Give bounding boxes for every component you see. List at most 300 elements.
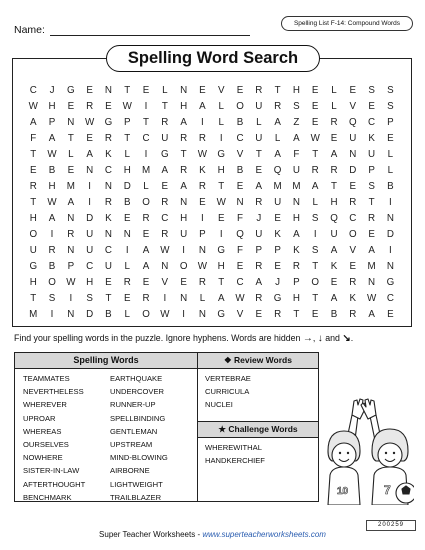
grid-cell[interactable]: H bbox=[48, 181, 56, 192]
grid-cell[interactable]: P bbox=[255, 245, 263, 256]
grid-cell[interactable]: W bbox=[366, 293, 377, 304]
grid-cell[interactable]: R bbox=[368, 213, 376, 224]
grid-cell[interactable]: B bbox=[48, 165, 56, 176]
grid-cell[interactable]: T bbox=[161, 101, 169, 112]
grid-cell[interactable]: I bbox=[144, 149, 148, 160]
grid-cell[interactable]: G bbox=[217, 245, 226, 256]
grid-cell[interactable]: A bbox=[255, 277, 263, 288]
grid-cell[interactable]: A bbox=[330, 149, 338, 160]
grid-cell[interactable]: E bbox=[29, 165, 37, 176]
grid-cell[interactable]: P bbox=[123, 117, 131, 128]
grid-cell[interactable]: E bbox=[274, 261, 282, 272]
grid-cell[interactable]: E bbox=[161, 181, 169, 192]
grid-cell[interactable]: W bbox=[85, 117, 95, 128]
grid-cell[interactable]: E bbox=[199, 85, 206, 96]
grid-cell[interactable]: E bbox=[311, 85, 319, 96]
grid-cell[interactable]: R bbox=[161, 197, 169, 208]
grid-cell[interactable]: I bbox=[88, 181, 92, 192]
grid-cell[interactable]: A bbox=[86, 149, 94, 160]
grid-cell[interactable]: T bbox=[30, 293, 37, 304]
grid-cell[interactable]: R bbox=[349, 277, 357, 288]
grid-cell[interactable]: E bbox=[67, 165, 75, 176]
grid-cell[interactable]: P bbox=[293, 277, 300, 288]
grid-cell[interactable]: Q bbox=[348, 117, 357, 128]
grid-cell[interactable]: U bbox=[368, 149, 376, 160]
grid-cell[interactable]: C bbox=[236, 277, 244, 288]
grid-cell[interactable]: B bbox=[123, 197, 131, 208]
grid-cell[interactable]: C bbox=[368, 117, 376, 128]
grid-cell[interactable]: E bbox=[67, 101, 75, 112]
grid-cell[interactable]: C bbox=[29, 85, 38, 96]
grid-cell[interactable]: H bbox=[292, 213, 301, 224]
grid-cell[interactable]: B bbox=[236, 165, 244, 176]
grid-cell[interactable]: R bbox=[198, 133, 207, 144]
grid-cell[interactable]: W bbox=[197, 149, 208, 160]
grid-cell[interactable]: N bbox=[123, 229, 132, 240]
grid-cell[interactable]: I bbox=[50, 229, 54, 240]
grid-cell[interactable]: I bbox=[389, 197, 393, 208]
grid-cell[interactable]: I bbox=[219, 229, 223, 240]
grid-cell[interactable]: K bbox=[274, 229, 282, 240]
grid-cell[interactable]: K bbox=[105, 213, 112, 224]
grid-cell[interactable]: O bbox=[142, 197, 151, 208]
grid-cell[interactable]: R bbox=[104, 197, 113, 208]
grid-cell[interactable]: E bbox=[199, 197, 206, 208]
grid-cell[interactable]: L bbox=[274, 133, 281, 144]
grid-cell[interactable]: L bbox=[256, 117, 262, 128]
name-line[interactable] bbox=[50, 35, 250, 36]
grid-cell[interactable]: F bbox=[237, 245, 244, 256]
grid-cell[interactable]: G bbox=[161, 149, 169, 160]
grid-cell[interactable]: N bbox=[67, 117, 75, 128]
grid-cell[interactable]: L bbox=[312, 197, 319, 208]
grid-cell[interactable]: N bbox=[236, 197, 244, 208]
grid-cell[interactable]: K bbox=[105, 149, 112, 160]
grid-cell[interactable]: L bbox=[124, 149, 131, 160]
grid-cell[interactable]: W bbox=[310, 133, 321, 144]
grid-cell[interactable]: E bbox=[368, 101, 376, 112]
grid-cell[interactable]: M bbox=[273, 181, 282, 192]
grid-cell[interactable]: W bbox=[47, 149, 57, 160]
grid-cell[interactable]: A bbox=[293, 229, 300, 240]
grid-cell[interactable]: N bbox=[86, 165, 94, 176]
grid-cell[interactable]: S bbox=[387, 85, 394, 96]
grid-cell[interactable]: L bbox=[199, 293, 206, 304]
grid-cell[interactable]: T bbox=[274, 85, 281, 96]
grid-cell[interactable]: C bbox=[236, 133, 244, 144]
grid-cell[interactable]: Q bbox=[236, 229, 245, 240]
grid-cell[interactable]: N bbox=[292, 197, 301, 208]
grid-cell[interactable]: R bbox=[198, 181, 207, 192]
grid-cell[interactable]: S bbox=[86, 293, 94, 304]
grid-cell[interactable]: B bbox=[105, 309, 112, 320]
grid-cell[interactable]: R bbox=[349, 197, 357, 208]
grid-cell[interactable]: O bbox=[48, 277, 57, 288]
grid-cell[interactable]: U bbox=[274, 197, 282, 208]
grid-cell[interactable]: I bbox=[88, 197, 92, 208]
grid-cell[interactable]: H bbox=[292, 85, 301, 96]
grid-cell[interactable]: T bbox=[180, 149, 187, 160]
footer-link[interactable]: www.superteacherworksheets.com bbox=[202, 530, 326, 539]
grid-cell[interactable]: G bbox=[104, 117, 113, 128]
grid-cell[interactable]: F bbox=[30, 133, 37, 144]
grid-cell[interactable]: T bbox=[218, 181, 225, 192]
grid-cell[interactable]: R bbox=[48, 245, 56, 256]
grid-cell[interactable]: E bbox=[368, 229, 376, 240]
grid-cell[interactable]: J bbox=[49, 85, 55, 96]
grid-cell[interactable]: V bbox=[236, 149, 244, 160]
grid-cell[interactable]: T bbox=[331, 181, 338, 192]
grid-cell[interactable]: R bbox=[142, 293, 150, 304]
grid-cell[interactable]: E bbox=[349, 261, 357, 272]
grid-cell[interactable]: N bbox=[67, 213, 75, 224]
grid-cell[interactable]: G bbox=[217, 309, 226, 320]
grid-cell[interactable]: A bbox=[255, 181, 263, 192]
grid-cell[interactable]: N bbox=[198, 245, 207, 256]
grid-cell[interactable]: E bbox=[105, 277, 112, 288]
grid-cell[interactable]: W bbox=[235, 293, 245, 304]
grid-cell[interactable]: A bbox=[274, 149, 282, 160]
grid-cell[interactable]: M bbox=[141, 165, 151, 176]
grid-cell[interactable]: G bbox=[217, 149, 226, 160]
grid-cell[interactable]: A bbox=[161, 165, 169, 176]
grid-cell[interactable]: A bbox=[29, 117, 37, 128]
grid-cell[interactable]: G bbox=[386, 277, 395, 288]
grid-cell[interactable]: I bbox=[125, 245, 129, 256]
grid-cell[interactable]: N bbox=[386, 213, 395, 224]
grid-cell[interactable]: Z bbox=[293, 117, 300, 128]
grid-cell[interactable]: T bbox=[105, 293, 112, 304]
grid-cell[interactable]: R bbox=[86, 101, 94, 112]
grid-cell[interactable]: G bbox=[67, 85, 75, 96]
grid-cell[interactable]: R bbox=[255, 261, 263, 272]
grid-cell[interactable]: T bbox=[312, 293, 319, 304]
grid-cell[interactable]: N bbox=[104, 181, 113, 192]
grid-cell[interactable]: R bbox=[311, 165, 320, 176]
grid-cell[interactable]: P bbox=[67, 261, 75, 272]
grid-cell[interactable]: B bbox=[236, 117, 244, 128]
grid-cell[interactable]: P bbox=[368, 165, 376, 176]
grid-cell[interactable]: H bbox=[180, 213, 188, 224]
grid-cell[interactable]: N bbox=[368, 277, 376, 288]
grid-cell[interactable]: T bbox=[124, 85, 131, 96]
grid-cell[interactable]: L bbox=[218, 101, 225, 112]
grid-cell[interactable]: A bbox=[48, 213, 56, 224]
grid-cell[interactable]: S bbox=[311, 245, 319, 256]
grid-cell[interactable]: O bbox=[236, 101, 245, 112]
grid-cell[interactable]: I bbox=[163, 293, 167, 304]
grid-cell[interactable]: N bbox=[104, 229, 113, 240]
grid-cell[interactable]: L bbox=[387, 165, 394, 176]
grid-cell[interactable]: E bbox=[142, 85, 150, 96]
grid-cell[interactable]: A bbox=[142, 245, 150, 256]
grid-cell[interactable]: C bbox=[386, 293, 395, 304]
grid-cell[interactable]: E bbox=[142, 229, 150, 240]
grid-cell[interactable]: R bbox=[255, 197, 263, 208]
grid-cell[interactable]: D bbox=[386, 229, 395, 240]
grid-cell[interactable]: H bbox=[330, 197, 338, 208]
grid-cell[interactable]: S bbox=[368, 85, 376, 96]
grid-cell[interactable]: U bbox=[86, 229, 94, 240]
grid-cell[interactable]: W bbox=[47, 197, 57, 208]
grid-cell[interactable]: B bbox=[48, 261, 56, 272]
grid-cell[interactable]: H bbox=[292, 293, 301, 304]
grid-cell[interactable]: L bbox=[218, 117, 225, 128]
grid-cell[interactable]: E bbox=[236, 181, 244, 192]
grid-cell[interactable]: L bbox=[143, 181, 150, 192]
grid-cell[interactable]: M bbox=[29, 309, 38, 320]
grid-cell[interactable]: D bbox=[123, 181, 132, 192]
grid-cell[interactable]: U bbox=[349, 133, 357, 144]
grid-cell[interactable]: A bbox=[368, 245, 376, 256]
grid-cell[interactable]: R bbox=[330, 117, 338, 128]
grid-cell[interactable]: L bbox=[162, 85, 168, 96]
grid-cell[interactable]: U bbox=[104, 261, 113, 272]
grid-cell[interactable]: C bbox=[349, 213, 357, 224]
grid-cell[interactable]: L bbox=[387, 149, 394, 160]
grid-cell[interactable]: U bbox=[161, 133, 169, 144]
grid-cell[interactable]: Q bbox=[330, 213, 339, 224]
grid-cell[interactable]: I bbox=[69, 293, 73, 304]
grid-cell[interactable]: A bbox=[217, 293, 225, 304]
grid-cell[interactable]: H bbox=[86, 277, 94, 288]
grid-cell[interactable]: R bbox=[198, 277, 207, 288]
grid-cell[interactable]: H bbox=[180, 101, 188, 112]
grid-cell[interactable]: J bbox=[275, 277, 281, 288]
grid-cell[interactable]: I bbox=[144, 101, 148, 112]
grid-cell[interactable]: W bbox=[66, 277, 76, 288]
grid-cell[interactable]: R bbox=[349, 309, 357, 320]
grid-cell[interactable]: K bbox=[368, 133, 376, 144]
grid-cell[interactable]: N bbox=[180, 85, 188, 96]
grid-cell[interactable]: R bbox=[330, 165, 338, 176]
grid-cell[interactable]: M bbox=[66, 181, 76, 192]
grid-cell[interactable]: U bbox=[255, 133, 263, 144]
grid-cell[interactable]: H bbox=[29, 213, 38, 224]
grid-cell[interactable]: U bbox=[330, 229, 338, 240]
grid-cell[interactable]: A bbox=[330, 245, 338, 256]
grid-cell[interactable]: P bbox=[199, 229, 206, 240]
grid-cell[interactable]: G bbox=[29, 261, 38, 272]
grid-cell[interactable]: I bbox=[313, 229, 317, 240]
grid-cell[interactable]: F bbox=[293, 149, 300, 160]
grid-cell[interactable]: E bbox=[86, 133, 94, 144]
grid-cell[interactable]: T bbox=[143, 117, 150, 128]
grid-cell[interactable]: H bbox=[123, 165, 132, 176]
grid-cell[interactable]: E bbox=[387, 133, 394, 144]
grid-cell[interactable]: H bbox=[217, 261, 226, 272]
grid-cell[interactable]: E bbox=[311, 117, 319, 128]
grid-cell[interactable]: E bbox=[387, 309, 394, 320]
grid-cell[interactable]: W bbox=[216, 197, 227, 208]
grid-cell[interactable]: S bbox=[293, 101, 300, 112]
grid-cell[interactable]: I bbox=[182, 245, 186, 256]
grid-cell[interactable]: A bbox=[199, 101, 206, 112]
grid-cell[interactable]: T bbox=[67, 133, 75, 144]
grid-cell[interactable]: R bbox=[67, 229, 75, 240]
grid-cell[interactable]: T bbox=[255, 149, 263, 160]
grid-cell[interactable]: P bbox=[387, 117, 394, 128]
grid-cell[interactable]: R bbox=[142, 213, 150, 224]
grid-cell[interactable]: E bbox=[180, 277, 188, 288]
grid-cell[interactable]: W bbox=[160, 245, 170, 256]
grid-cell[interactable]: E bbox=[255, 165, 263, 176]
grid-cell[interactable]: N bbox=[104, 85, 113, 96]
grid-cell[interactable]: D bbox=[349, 165, 357, 176]
grid-cell[interactable]: N bbox=[67, 245, 75, 256]
grid-cell[interactable]: V bbox=[236, 309, 244, 320]
grid-cell[interactable]: T bbox=[124, 133, 131, 144]
grid-cell[interactable]: E bbox=[105, 101, 112, 112]
grid-cell[interactable]: R bbox=[292, 261, 301, 272]
grid-cell[interactable]: E bbox=[123, 293, 131, 304]
grid-cell[interactable]: E bbox=[86, 85, 94, 96]
grid-cell[interactable]: W bbox=[28, 101, 39, 112]
grid-cell[interactable]: O bbox=[29, 229, 38, 240]
grid-cell[interactable]: A bbox=[274, 117, 282, 128]
grid-cell[interactable]: H bbox=[48, 101, 56, 112]
grid-cell[interactable]: E bbox=[236, 85, 244, 96]
grid-cell[interactable]: I bbox=[389, 245, 393, 256]
grid-cell[interactable]: L bbox=[331, 101, 338, 112]
grid-cell[interactable]: N bbox=[161, 261, 169, 272]
grid-cell[interactable]: E bbox=[142, 277, 150, 288]
grid-cell[interactable]: E bbox=[236, 261, 244, 272]
grid-cell[interactable]: O bbox=[179, 261, 188, 272]
grid-cell[interactable]: P bbox=[274, 245, 282, 256]
grid-cell[interactable]: A bbox=[330, 293, 338, 304]
grid-cell[interactable]: S bbox=[311, 213, 319, 224]
grid-cell[interactable]: U bbox=[86, 245, 94, 256]
grid-cell[interactable]: R bbox=[29, 181, 38, 192]
grid-cell[interactable]: R bbox=[104, 133, 113, 144]
grid-cell[interactable]: N bbox=[180, 293, 188, 304]
grid-cell[interactable]: E bbox=[311, 309, 319, 320]
grid-cell[interactable]: K bbox=[293, 245, 300, 256]
grid-cell[interactable]: T bbox=[312, 149, 319, 160]
grid-cell[interactable]: R bbox=[255, 293, 263, 304]
grid-cell[interactable]: R bbox=[161, 229, 169, 240]
grid-cell[interactable]: N bbox=[386, 261, 395, 272]
grid-cell[interactable]: J bbox=[256, 213, 262, 224]
grid-cell[interactable]: T bbox=[293, 309, 300, 320]
grid-cell[interactable]: K bbox=[199, 165, 206, 176]
grid-cell[interactable]: E bbox=[349, 181, 357, 192]
grid-cell[interactable]: L bbox=[331, 85, 338, 96]
grid-cell[interactable]: U bbox=[180, 229, 188, 240]
grid-cell[interactable]: I bbox=[50, 309, 54, 320]
grid-cell[interactable]: O bbox=[142, 309, 151, 320]
grid-cell[interactable]: R bbox=[180, 133, 188, 144]
grid-cell[interactable]: C bbox=[142, 133, 150, 144]
grid-cell[interactable]: H bbox=[29, 277, 38, 288]
grid-cell[interactable]: T bbox=[218, 277, 225, 288]
grid-cell[interactable]: I bbox=[201, 213, 205, 224]
grid-cell[interactable]: A bbox=[67, 197, 75, 208]
grid-cell[interactable]: A bbox=[142, 261, 150, 272]
grid-cell[interactable]: A bbox=[311, 181, 319, 192]
grid-cell[interactable]: U bbox=[255, 229, 263, 240]
grid-cell[interactable]: V bbox=[161, 277, 169, 288]
grid-cell[interactable]: V bbox=[217, 85, 225, 96]
grid-cell[interactable]: V bbox=[349, 101, 357, 112]
grid-cell[interactable]: M bbox=[367, 261, 376, 272]
grid-cell[interactable]: C bbox=[86, 261, 94, 272]
grid-cell[interactable]: C bbox=[161, 213, 169, 224]
grid-cell[interactable]: E bbox=[274, 213, 282, 224]
grid-cell[interactable]: E bbox=[349, 85, 357, 96]
grid-cell[interactable]: B bbox=[387, 181, 394, 192]
grid-cell[interactable]: U bbox=[292, 165, 301, 176]
grid-cell[interactable]: C bbox=[104, 245, 113, 256]
grid-cell[interactable]: N bbox=[67, 309, 75, 320]
grid-cell[interactable]: F bbox=[237, 213, 244, 224]
grid-cell[interactable]: E bbox=[255, 309, 263, 320]
grid-cell[interactable]: U bbox=[29, 245, 38, 256]
grid-cell[interactable]: L bbox=[124, 309, 131, 320]
grid-cell[interactable]: W bbox=[122, 101, 133, 112]
grid-cell[interactable]: R bbox=[274, 309, 282, 320]
grid-cell[interactable]: R bbox=[123, 277, 132, 288]
grid-cell[interactable]: N bbox=[180, 197, 188, 208]
grid-cell[interactable]: M bbox=[292, 181, 301, 192]
grid-cell[interactable]: D bbox=[86, 309, 94, 320]
grid-cell[interactable]: P bbox=[48, 117, 56, 128]
grid-cell[interactable]: E bbox=[330, 277, 338, 288]
grid-cell[interactable]: A bbox=[48, 133, 56, 144]
grid-cell[interactable]: A bbox=[368, 309, 376, 320]
grid-cell[interactable]: K bbox=[349, 293, 357, 304]
grid-cell[interactable]: E bbox=[330, 133, 338, 144]
grid-cell[interactable]: L bbox=[124, 261, 131, 272]
grid-cell[interactable]: W bbox=[197, 261, 208, 272]
grid-cell[interactable]: I bbox=[201, 117, 205, 128]
grid-cell[interactable]: H bbox=[217, 165, 226, 176]
grid-cell[interactable]: L bbox=[68, 149, 74, 160]
grid-cell[interactable]: G bbox=[273, 293, 282, 304]
grid-cell[interactable]: T bbox=[30, 149, 37, 160]
grid-cell[interactable]: T bbox=[368, 197, 375, 208]
grid-cell[interactable]: A bbox=[180, 181, 188, 192]
grid-cell[interactable]: I bbox=[182, 309, 186, 320]
grid-cell[interactable]: S bbox=[387, 101, 394, 112]
grid-cell[interactable]: N bbox=[349, 149, 357, 160]
grid-cell[interactable]: E bbox=[311, 101, 319, 112]
grid-cell[interactable]: C bbox=[104, 165, 113, 176]
grid-cell[interactable]: T bbox=[312, 261, 319, 272]
grid-cell[interactable]: E bbox=[123, 213, 131, 224]
grid-cell[interactable]: D bbox=[86, 213, 94, 224]
grid-cell[interactable]: V bbox=[349, 245, 357, 256]
grid-cell[interactable]: E bbox=[217, 213, 225, 224]
grid-cell[interactable]: R bbox=[161, 117, 169, 128]
grid-cell[interactable]: N bbox=[198, 309, 207, 320]
grid-cell[interactable]: U bbox=[255, 101, 263, 112]
grid-cell[interactable]: B bbox=[330, 309, 338, 320]
grid-cell[interactable]: R bbox=[255, 85, 263, 96]
grid-cell[interactable]: O bbox=[348, 229, 357, 240]
grid-cell[interactable]: A bbox=[293, 133, 300, 144]
grid-cell[interactable]: A bbox=[180, 117, 188, 128]
grid-cell[interactable]: R bbox=[180, 165, 188, 176]
grid-cell[interactable]: O bbox=[311, 277, 320, 288]
grid-cell[interactable]: I bbox=[219, 133, 223, 144]
grid-cell[interactable]: W bbox=[160, 309, 170, 320]
grid-cell[interactable]: R bbox=[274, 101, 282, 112]
grid-cell[interactable]: K bbox=[330, 261, 338, 272]
grid-cell[interactable]: Q bbox=[273, 165, 282, 176]
grid-cell[interactable]: T bbox=[30, 197, 37, 208]
